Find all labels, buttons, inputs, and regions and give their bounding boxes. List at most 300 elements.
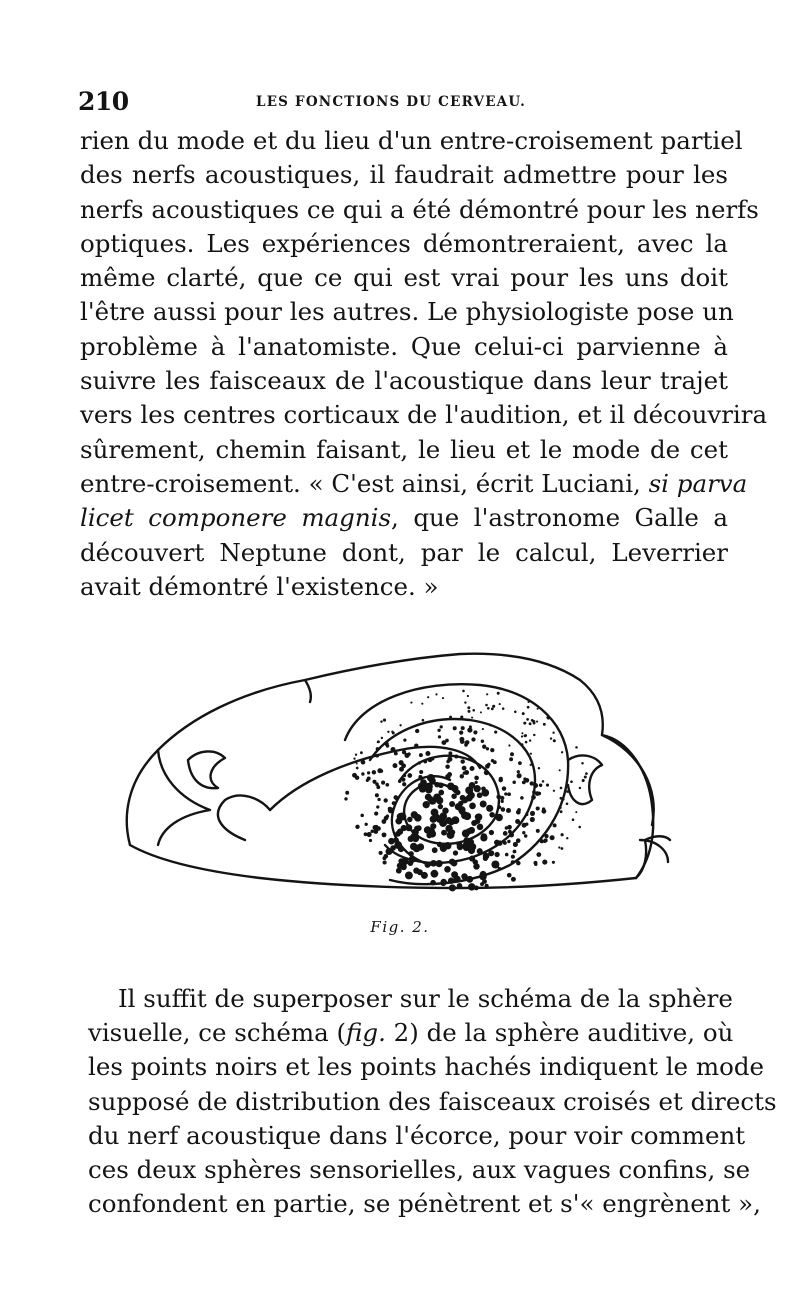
stipple-dot <box>461 873 468 880</box>
stipple-dot <box>418 761 421 764</box>
stipple-dot <box>553 823 557 827</box>
stipple-dot <box>467 695 469 697</box>
stipple-dot <box>536 829 540 833</box>
stipple-dot <box>566 837 568 839</box>
stipple-dot <box>427 696 429 698</box>
stipple-dot <box>469 856 475 862</box>
stipple-dot <box>559 769 561 771</box>
frontal-notch <box>305 680 311 702</box>
running-title: LES FONCTIONS DU CERVEAU. <box>256 94 526 110</box>
text-line: optiques. Les expériences démontreraient, avec la <box>80 228 728 258</box>
stipple-dot <box>501 807 506 812</box>
text-line: suivre les faisceaux de l'acoustique dans leur trajet <box>80 366 728 396</box>
stipple-dot <box>575 746 578 749</box>
stipple-dot <box>447 831 455 839</box>
stipple-dot <box>530 811 535 816</box>
stipple-dot <box>506 808 511 813</box>
stipple-dot <box>518 761 522 765</box>
stipple-dot <box>510 752 514 756</box>
stipple-dot <box>424 826 432 834</box>
stipple-dot <box>560 810 563 813</box>
stipple-dot <box>489 830 494 835</box>
text-line <box>80 501 728 535</box>
stipple-dot <box>361 772 364 775</box>
stipple-dot <box>466 794 473 801</box>
stipple-dot <box>405 871 413 879</box>
stipple-dot <box>467 706 470 709</box>
stipple-dot <box>451 816 459 824</box>
stipple-dot <box>360 814 364 818</box>
stipple-dot <box>492 705 495 708</box>
stipple-dot <box>547 714 549 716</box>
stipple-dot <box>536 721 538 723</box>
stipple-dot <box>575 811 577 813</box>
stipple-dot <box>552 732 554 734</box>
stipple-dot <box>440 725 443 728</box>
stipple-dot <box>507 840 510 843</box>
stipple-dot <box>431 870 439 878</box>
stipple-dot <box>531 795 536 800</box>
stipple-dot <box>468 843 476 851</box>
stipple-dot <box>374 812 378 816</box>
stipple-dot <box>441 740 446 745</box>
stipple-dot <box>397 813 405 821</box>
stipple-dot <box>430 880 436 886</box>
stipple-dot <box>494 731 497 734</box>
text-line: rien du mode et du lieu d'un entre-croisement partiel <box>80 126 743 155</box>
stipple-dot <box>471 820 477 826</box>
stipple-dot <box>407 752 411 756</box>
stipple-dot <box>522 780 526 784</box>
stipple-dot <box>377 798 380 801</box>
stipple-dot <box>581 762 584 765</box>
stipple-dot <box>521 732 523 734</box>
stipple-dot <box>369 839 372 842</box>
stipple-dot <box>532 790 536 794</box>
stipple-dot <box>527 706 530 709</box>
stipple-dot <box>474 776 479 781</box>
text-line: nerfs acoustiques ce qui a été démontré pour les nerfs <box>80 194 759 224</box>
stipple-dot <box>442 697 444 699</box>
stipple-dot <box>372 780 376 784</box>
stipple-dot <box>544 834 548 838</box>
stipple-dot <box>468 883 475 890</box>
stipple-dot <box>419 753 423 757</box>
stipple-dot <box>445 825 452 832</box>
stipple-dot <box>453 726 457 730</box>
text-line: supposé de distribution des faisceaux croisés et directs <box>88 1086 777 1116</box>
stipple-dot <box>383 860 387 864</box>
stipple-dot <box>449 859 455 865</box>
stipple-dot <box>468 710 471 713</box>
stipple-dot <box>423 760 427 764</box>
stipple-dot <box>480 882 484 886</box>
stipple-dot <box>497 692 500 695</box>
stipple-dot <box>422 719 425 722</box>
stipple-dot <box>570 780 573 783</box>
stipple-dot <box>454 754 458 758</box>
stipple-dot <box>396 868 402 874</box>
page-number: 210 <box>78 87 129 116</box>
text-line: avait démontré l'existence. » <box>80 571 439 601</box>
stipple-dot <box>521 735 523 737</box>
stipple-dot <box>440 880 446 886</box>
stipple-dot <box>560 787 563 790</box>
stipple-dot <box>403 738 406 741</box>
brainstem-tail <box>640 840 668 862</box>
stipple-dot <box>382 856 386 860</box>
stipple-dot <box>415 729 419 733</box>
stipple-dot <box>367 777 371 781</box>
stipple-dot <box>508 744 510 746</box>
stipple-dot <box>536 806 540 810</box>
stipple-dot <box>407 817 412 822</box>
stipple-dot <box>449 884 456 891</box>
stipple-dot <box>390 747 395 752</box>
stipple-dot <box>481 786 486 791</box>
stipple-dot <box>353 757 355 759</box>
stipple-dot <box>460 715 463 718</box>
stipple-dot <box>507 873 512 878</box>
stipple-dot <box>542 860 547 865</box>
stipple-dot <box>502 786 506 790</box>
text-run: 2) de la sphère auditive, où <box>385 1018 734 1048</box>
stipple-dot <box>408 851 413 856</box>
stipple-dot <box>419 770 423 774</box>
text-line: confondent en partie, se pénètrent et s'« engrènent », <box>88 1189 761 1219</box>
stipple-dot <box>546 784 549 787</box>
stipple-dot <box>393 763 398 768</box>
stipple-dot <box>582 779 585 782</box>
stipple-dot <box>410 834 418 842</box>
stipple-dot <box>516 861 521 866</box>
stipple-dot <box>433 814 440 821</box>
stipple-dot <box>386 814 389 817</box>
stipple-dot <box>511 855 515 859</box>
stipple-dot <box>405 824 412 831</box>
stipple-dot <box>449 716 452 719</box>
text-line: les points noirs et les points hachés indiquent le mode <box>88 1052 765 1082</box>
stipple-dot <box>461 726 465 730</box>
stipple-dot <box>355 825 359 829</box>
page-header <box>78 86 730 118</box>
stipple-dot <box>503 841 507 845</box>
text-line: des nerfs acoustiques, il faudrait admettre pour les <box>80 160 728 190</box>
stipple-dot <box>481 740 484 743</box>
stipple-dot <box>543 723 546 726</box>
text-line: même clarté, que ce qui est vrai pour les uns doit <box>80 263 728 293</box>
stipple-dot <box>494 840 500 846</box>
stipple-dot <box>430 860 437 867</box>
stipple-dot <box>464 770 469 775</box>
stipple-dot <box>409 856 416 863</box>
stipple-dot <box>394 796 398 800</box>
stipple-dot <box>344 797 347 800</box>
stipple-dot <box>469 725 472 728</box>
stipple-dot <box>401 778 405 782</box>
stipple-dot <box>536 852 541 857</box>
stipple-dot <box>521 743 523 745</box>
stipple-dot <box>561 833 564 836</box>
stipple-dot <box>500 796 504 800</box>
stipple-dot <box>579 787 581 789</box>
text-line: vers les centres corticaux de l'audition, et il découvrira <box>80 400 768 430</box>
stipple-dot <box>482 745 486 749</box>
stipple-dot <box>459 737 464 742</box>
stipple-dot <box>469 782 476 789</box>
stipple-dot <box>572 818 575 821</box>
stipple-dot <box>486 747 489 750</box>
stipple-dot <box>529 739 531 741</box>
stipple-dot <box>543 839 547 843</box>
text-line: du nerf acoustique dans l'écorce, pour voir comment <box>88 1120 746 1150</box>
stipple-dot <box>547 717 550 720</box>
stipple-dot <box>355 754 357 756</box>
stipple-dot <box>501 800 504 803</box>
stipple-dot <box>499 703 501 705</box>
stipple-dot <box>446 760 450 764</box>
stipple-dot <box>352 773 357 778</box>
stipple-dot <box>414 744 418 748</box>
stipple-dot <box>460 759 464 763</box>
stipple-dot <box>550 737 552 739</box>
stipple-dot <box>561 751 563 753</box>
stipple-dot <box>382 832 387 837</box>
stipple-dot <box>429 778 436 785</box>
stipple-dot <box>381 737 383 739</box>
stipple-dot <box>403 774 406 777</box>
fig-reference-italic: fig. <box>346 1018 386 1048</box>
stipple-dot <box>392 801 396 805</box>
stipple-dot <box>505 853 509 857</box>
stipple-dot <box>507 825 512 830</box>
stipple-dot <box>418 775 422 779</box>
stipple-dot <box>515 819 520 824</box>
stipple-dot <box>522 712 525 715</box>
stipple-dot <box>561 847 564 850</box>
stipple-dot <box>372 770 376 774</box>
stipple-dot <box>441 830 447 836</box>
stipple-dot <box>444 842 451 849</box>
stipple-dot <box>462 829 470 837</box>
stipple-dot <box>445 764 449 768</box>
stipple-dot <box>522 831 525 834</box>
stipple-dot <box>361 760 366 765</box>
stipple-dot <box>523 722 526 725</box>
stipple-dot <box>566 790 569 793</box>
stipple-dot <box>448 751 452 755</box>
stipple-dot <box>504 792 507 795</box>
hemisphere-outline <box>127 654 653 878</box>
stipple-dot <box>431 757 434 760</box>
text-line: l'être aussi pour les autres. Le physiologiste pose un <box>80 297 734 327</box>
stipple-dot <box>437 729 440 732</box>
stipple-dot <box>364 832 368 836</box>
stipple-dot <box>379 851 383 855</box>
stipple-dot <box>376 747 379 750</box>
text-line: Il suffit de superposer sur le schéma de la sphère <box>118 984 733 1013</box>
stipple-dot <box>400 864 407 871</box>
stipple-dot <box>537 792 541 796</box>
stipple-dot <box>433 793 441 801</box>
stipple-dot <box>437 842 443 848</box>
stipple-dot <box>533 734 535 736</box>
stipple-dot <box>385 783 389 787</box>
stipple-dot <box>566 803 569 806</box>
stipple-dot <box>562 798 564 800</box>
brain-auditory-sphere-figure <box>100 640 700 910</box>
stipple-dot <box>457 883 463 889</box>
stipple-dot <box>486 693 488 695</box>
latin-quote-italic: licet componere magnis <box>80 503 392 533</box>
stipple-dot <box>498 806 501 809</box>
stipple-dot <box>502 707 505 710</box>
text-line <box>80 467 748 501</box>
stipple-dot <box>435 693 437 695</box>
stipple-dot <box>430 823 436 829</box>
stipple-dot <box>553 790 555 792</box>
stipple-dot <box>491 707 494 710</box>
stipple-dot <box>455 790 460 795</box>
stipple-dot <box>511 877 516 882</box>
text-line: sûrement, chemin faisant, le lieu et le mode de cet <box>80 434 728 464</box>
stipple-dot <box>381 781 385 785</box>
stipple-dot <box>402 750 406 754</box>
stipple-dot <box>423 786 429 792</box>
stipple-dot <box>512 780 516 784</box>
stipple-dot <box>584 775 587 778</box>
stipple-dot <box>507 792 511 796</box>
stipple-dot <box>552 861 555 864</box>
stipple-dot <box>524 734 527 737</box>
stipple-dot <box>383 719 386 722</box>
stipple-dot <box>553 739 556 742</box>
stipple-dot <box>517 770 520 773</box>
stipple-dot <box>407 773 412 778</box>
stipple-dot <box>356 767 359 770</box>
stipple-dot <box>526 718 529 721</box>
stipple-dot <box>491 861 499 869</box>
stipple-dot <box>393 837 399 843</box>
occipital-gyrus <box>568 755 602 804</box>
stipple-dot <box>473 730 477 734</box>
stipple-dot <box>477 824 484 831</box>
stipple-dot <box>448 878 454 884</box>
stipple-dot <box>480 871 487 878</box>
stipple-dot <box>453 850 458 855</box>
stipple-dot <box>425 751 430 756</box>
stipple-dot <box>484 770 489 775</box>
stipple-dot <box>513 850 517 854</box>
stipple-dot <box>464 701 466 703</box>
stipple-dot <box>475 814 480 819</box>
stipple-dot <box>493 760 497 764</box>
stipple-dot <box>449 801 455 807</box>
stipple-dot <box>503 831 508 836</box>
stipple-dot <box>516 838 521 843</box>
stipple-dot <box>520 796 524 800</box>
stipple-dot <box>530 753 532 755</box>
stipple-dot <box>533 722 536 725</box>
stipple-dot <box>421 703 423 705</box>
stipple-dot <box>559 806 562 809</box>
stipple-dot <box>558 846 560 848</box>
stipple-dot <box>447 772 452 777</box>
stipple-dot <box>482 728 484 730</box>
stipple-dot <box>480 711 482 713</box>
stipple-dot <box>425 794 432 801</box>
stipple-dot <box>471 717 473 719</box>
stipple-dot <box>438 735 441 738</box>
stipple-dot <box>542 780 545 783</box>
stipple-dot <box>462 690 465 693</box>
stipple-dot <box>511 860 515 864</box>
stipple-dot <box>470 766 475 771</box>
stipple-dot <box>528 701 530 703</box>
latin-quote-italic: si parva <box>648 468 748 498</box>
text-line <box>88 1016 732 1050</box>
stipple-dot <box>384 798 388 802</box>
stipple-dot <box>534 863 537 866</box>
stipple-dot <box>365 823 368 826</box>
stipple-dot <box>480 801 487 808</box>
paragraph-1 <box>80 124 768 604</box>
figure-caption: Fig. 2. <box>370 918 430 936</box>
stipple-dot <box>375 793 379 797</box>
stipple-dot <box>469 803 476 810</box>
stipple-dot <box>530 817 535 822</box>
stipple-dot <box>373 825 378 830</box>
text-line: problème à l'anatomiste. Que celui-ci parvienne à <box>80 331 728 361</box>
stipple-dot <box>477 792 483 798</box>
stipple-dot <box>445 817 452 824</box>
stipple-dot <box>410 702 412 704</box>
stipple-dot <box>472 709 475 712</box>
stipple-dot <box>514 711 517 714</box>
frontal-gyrus <box>158 750 210 845</box>
stipple-dot <box>560 797 563 800</box>
stipple-dot <box>489 724 492 727</box>
paragraph-2 <box>88 982 777 1221</box>
stipple-dot <box>578 826 581 829</box>
stipple-dot <box>432 847 438 853</box>
orbital-curve <box>218 795 270 840</box>
stipple-dot <box>399 724 401 726</box>
stipple-dot <box>417 869 423 875</box>
stipple-dot <box>451 871 458 878</box>
stipple-dot <box>387 731 389 733</box>
stipple-dot <box>367 771 370 774</box>
stipple-dot <box>498 778 502 782</box>
stipple-dot <box>377 768 382 773</box>
stipple-dot <box>444 866 451 873</box>
stipple-dot <box>485 884 489 888</box>
stipple-dot <box>376 805 379 808</box>
stipple-dot <box>375 754 379 758</box>
stipple-dot <box>382 819 387 824</box>
stipple-dot <box>537 708 539 710</box>
stipple-dot <box>462 766 467 771</box>
stipple-dot <box>481 833 488 840</box>
stipple-dot <box>585 772 588 775</box>
stipple-dot <box>388 807 392 811</box>
stipple-dot <box>401 763 406 768</box>
stipple-dot <box>423 801 430 808</box>
stipple-dot <box>438 804 443 809</box>
stipple-dot <box>530 764 532 766</box>
stipple-dot <box>498 867 501 870</box>
stipple-dot <box>377 740 380 743</box>
